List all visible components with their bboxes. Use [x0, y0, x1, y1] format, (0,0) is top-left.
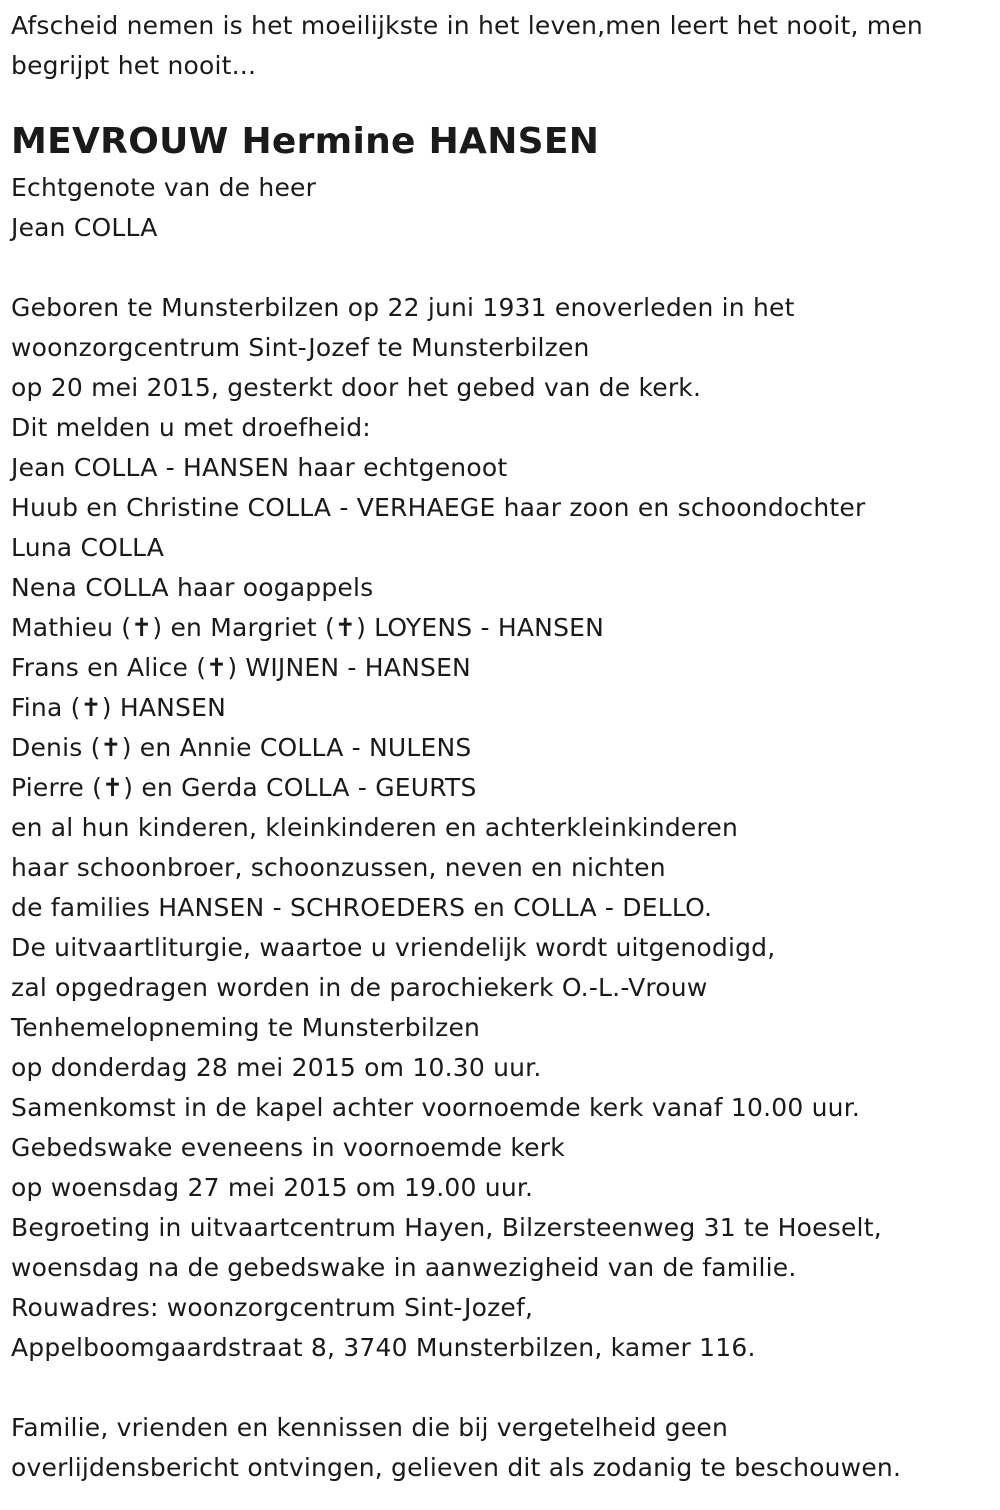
- body-line: Nena COLLA haar oogappels: [11, 573, 374, 602]
- obituary-document: [11, 6, 991, 1488]
- body-line: woonzorgcentrum Sint-Jozef te Munsterbilzen: [11, 333, 590, 362]
- body-line: Luna COLLA: [11, 533, 165, 562]
- body-line: haar schoonbroer, schoonzussen, neven en nichten: [11, 853, 666, 882]
- body-line: Begroeting in uitvaartcentrum Hayen, Bilzersteenweg 31 te Hoeselt,: [11, 1213, 882, 1242]
- body-line: Samenkomst in de kapel achter voornoemde kerk vanaf 10.00 uur.: [11, 1093, 861, 1122]
- body-line: Tenhemelopneming te Munsterbilzen: [11, 1013, 481, 1042]
- body-line: Dit melden u met droefheid:: [11, 413, 371, 442]
- body-line: woensdag na de gebedswake in aanwezigheid van de familie.: [11, 1253, 797, 1282]
- closing-line: Familie, vrienden en kennissen die bij vergetelheid geen: [11, 1413, 729, 1442]
- body-line: op 20 mei 2015, gesterkt door het gebed van de kerk.: [11, 373, 702, 402]
- intro-quote: [11, 6, 991, 86]
- body-line: Appelboomgaardstraat 8, 3740 Munsterbilzen, kamer 116.: [11, 1333, 756, 1362]
- body-line: Mathieu (✝) en Margriet (✝) LOYENS - HANSEN: [11, 613, 605, 642]
- body-line: zal opgedragen worden in de parochiekerk O.-L.-Vrouw: [11, 973, 708, 1002]
- body-line: Pierre (✝) en Gerda COLLA - GEURTS: [11, 773, 477, 802]
- body-line: Huub en Christine COLLA - VERHAEGE haar zoon en schoondochter: [11, 493, 866, 522]
- body-line: Gebedswake eveneens in voornoemde kerk: [11, 1133, 565, 1162]
- spouse-line: Echtgenote van de heer: [11, 173, 317, 202]
- closing-note: [11, 1408, 991, 1488]
- body-line: de families HANSEN - SCHROEDERS en COLLA - DELLO.: [11, 893, 713, 922]
- body-line: op donderdag 28 mei 2015 om 10.30 uur.: [11, 1053, 542, 1082]
- closing-line: overlijdensbericht ontvingen, gelieven dit als zodanig te beschouwen.: [11, 1453, 902, 1482]
- spouse-line: Jean COLLA: [11, 213, 158, 242]
- intro-line: Afscheid nemen is het moeilijkste in het leven,men leert het nooit, men: [11, 11, 923, 40]
- announcement-body: [11, 288, 991, 1368]
- body-line: De uitvaartliturgie, waartoe u vriendelijk wordt uitgenodigd,: [11, 933, 776, 962]
- body-line: en al hun kinderen, kleinkinderen en achterkleinkinderen: [11, 813, 739, 842]
- spacer: [11, 1368, 991, 1408]
- body-line: Fina (✝) HANSEN: [11, 693, 226, 722]
- intro-line: begrijpt het nooit...: [11, 51, 257, 80]
- deceased-name: MEVROUW Hermine HANSEN: [11, 121, 600, 162]
- body-line: Geboren te Munsterbilzen op 22 juni 1931 enoverleden in het: [11, 293, 795, 322]
- body-line: Jean COLLA - HANSEN haar echtgenoot: [11, 453, 508, 482]
- body-line: Denis (✝) en Annie COLLA - NULENS: [11, 733, 472, 762]
- body-line: Rouwadres: woonzorgcentrum Sint-Jozef,: [11, 1293, 534, 1322]
- body-line: op woensdag 27 mei 2015 om 19.00 uur.: [11, 1173, 534, 1202]
- body-line: Frans en Alice (✝) WIJNEN - HANSEN: [11, 653, 471, 682]
- spacer: [11, 248, 991, 288]
- spouse-block: [11, 168, 991, 248]
